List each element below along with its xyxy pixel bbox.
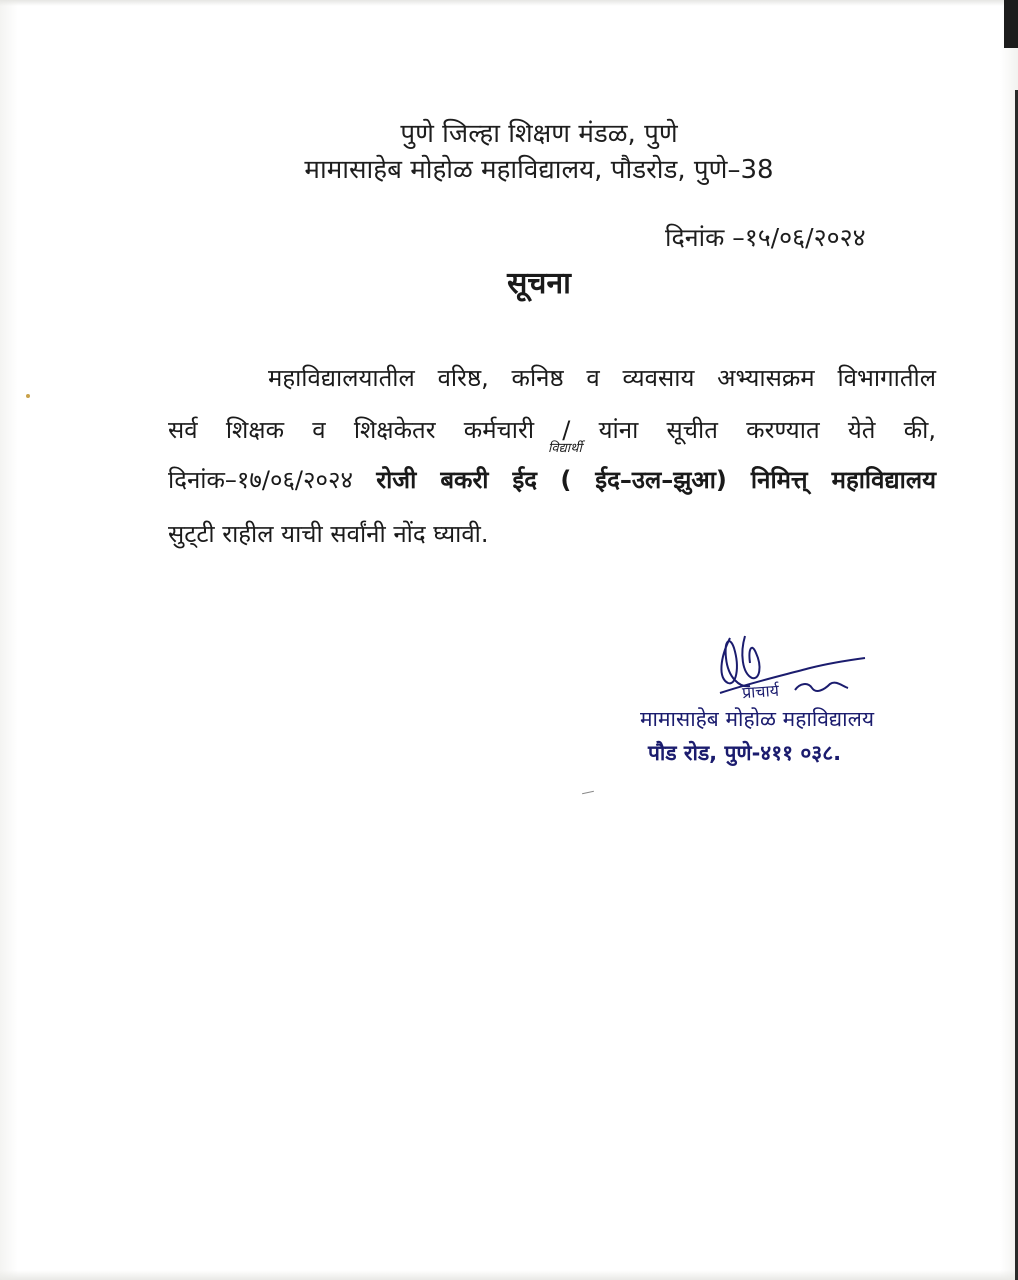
stamp-address: पौड रोड, पुणे-४११ ०३८. xyxy=(648,741,842,765)
institution-name: पुणे जिल्हा शिक्षण मंडळ, पुणे xyxy=(400,119,678,149)
holiday-detail: ( ईद–उल–झुआ) निमित्त् महाविद्यालय xyxy=(560,466,937,494)
handwritten-insert: विद्यार्थी xyxy=(548,441,582,456)
principal-title: प्राचार्य xyxy=(741,680,780,703)
page-bottom-shadow xyxy=(0,1270,1018,1280)
stamp-college-name: मामासाहेब मोहोळ महाविद्यालय xyxy=(640,707,875,731)
body-line-3 xyxy=(168,460,936,500)
body-line-2: सर्व शिक्षक व शिक्षकेतर कर्मचारी / यांना सूचीत करण्यात येते की, xyxy=(168,416,936,444)
page-top-shadow xyxy=(0,0,1018,6)
holiday-date: दिनांक–१७/०६/२०२४ xyxy=(168,466,353,494)
notice-date: दिनांक –१५/०६/२०२४ xyxy=(665,223,866,252)
scan-corner-mark xyxy=(1004,0,1018,48)
notice-title: सूचना xyxy=(507,266,571,301)
body-line-1: महाविद्यालयातील वरिष्ठ, कनिष्ठ व व्यवसाय अभ्यासक्रम विभागातील xyxy=(268,364,936,392)
body-line-4: सुट्‌टी राहील याची सर्वांनी नोंद घ्यावी. xyxy=(168,520,489,548)
paper-mark xyxy=(582,791,594,794)
paper-speck xyxy=(26,394,30,398)
college-name-address: मामासाहेब मोहोळ महाविद्यालय, पौडरोड, पुणे–38 xyxy=(304,155,774,185)
holiday-name: रोजी बकरी ईद xyxy=(376,466,538,494)
